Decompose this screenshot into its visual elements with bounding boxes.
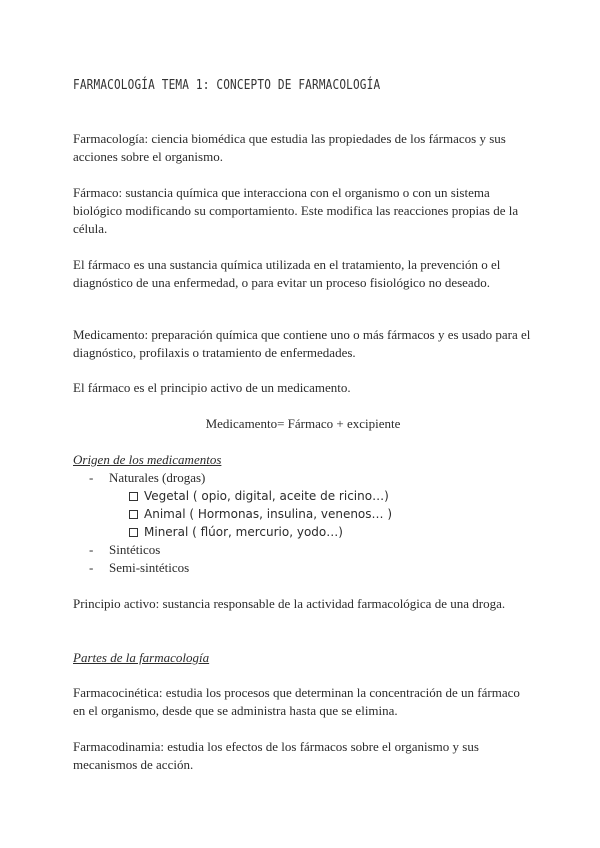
list-item bbox=[73, 559, 189, 577]
section-heading-origen: Origen de los medicamentos bbox=[73, 452, 222, 467]
sub-item-label: Vegetal ( opio, digital, aceite de ricino…) bbox=[144, 489, 389, 503]
paragraph-farmaco-uso: El fármaco es una sustancia química utilizada en el tratamiento, la prevención o el diagnóstico de una enfermedad, o para evitar un proceso fisiológico no deseado. bbox=[73, 257, 501, 290]
sub-item-label: Animal ( Hormonas, insulina, venenos… ) bbox=[144, 507, 393, 521]
list-item bbox=[73, 469, 205, 487]
list-dash: - bbox=[89, 542, 94, 557]
document-title: FARMACOLOGÍA TEMA 1: CONCEPTO DE FARMACOLOGÍA bbox=[73, 77, 381, 93]
paragraph-principio-activo: Principio activo: sustancia responsable de la actividad farmacológica de una droga. bbox=[73, 596, 506, 611]
sub-list-item bbox=[129, 523, 343, 541]
paragraph-farmacodinamia: Farmacodinamia: estudia los efectos de los fármacos sobre el organismo y sus mecanismos de acción. bbox=[73, 739, 479, 772]
list-item-label: Sintéticos bbox=[109, 542, 161, 557]
paragraph-medicamento: Medicamento: preparación química que contiene uno o más fármacos y es usado para el diagnóstico, profilaxis o tratamiento de enfermedades. bbox=[73, 327, 531, 360]
list-dash: - bbox=[89, 560, 94, 575]
list-dash: - bbox=[89, 470, 94, 485]
section-heading-partes: Partes de la farmacología bbox=[73, 650, 210, 665]
list-item-label: Semi-sintéticos bbox=[109, 560, 190, 575]
paragraph-farmaco: Fármaco: sustancia química que interacciona con el organismo o con un sistema biológico modificando su comportamiento. Este modifica las reacciones propias de la célula. bbox=[73, 185, 519, 236]
sub-item-label: Mineral ( flúor, mercurio, yodo…) bbox=[144, 525, 343, 539]
list-item-label: Naturales (drogas) bbox=[109, 470, 206, 485]
formula-line: Medicamento= Fármaco + excipiente bbox=[205, 416, 401, 431]
paragraph-farmacocinetica: Farmacocinética: estudia los procesos que determinan la concentración de un fármaco en el organismo, desde que se administra hasta que se elimina. bbox=[73, 685, 520, 718]
paragraph-farmacologia: Farmacología: ciencia biomédica que estudia las propiedades de los fármacos y sus acciones sobre el organismo. bbox=[73, 131, 506, 164]
paragraph-principio: El fármaco es el principio activo de un medicamento. bbox=[73, 380, 351, 395]
sub-list-item bbox=[129, 505, 392, 523]
checkbox-icon bbox=[129, 492, 138, 501]
checkbox-icon bbox=[129, 510, 138, 519]
sub-list-item bbox=[129, 487, 389, 505]
checkbox-icon bbox=[129, 528, 138, 537]
list-item bbox=[73, 541, 160, 559]
